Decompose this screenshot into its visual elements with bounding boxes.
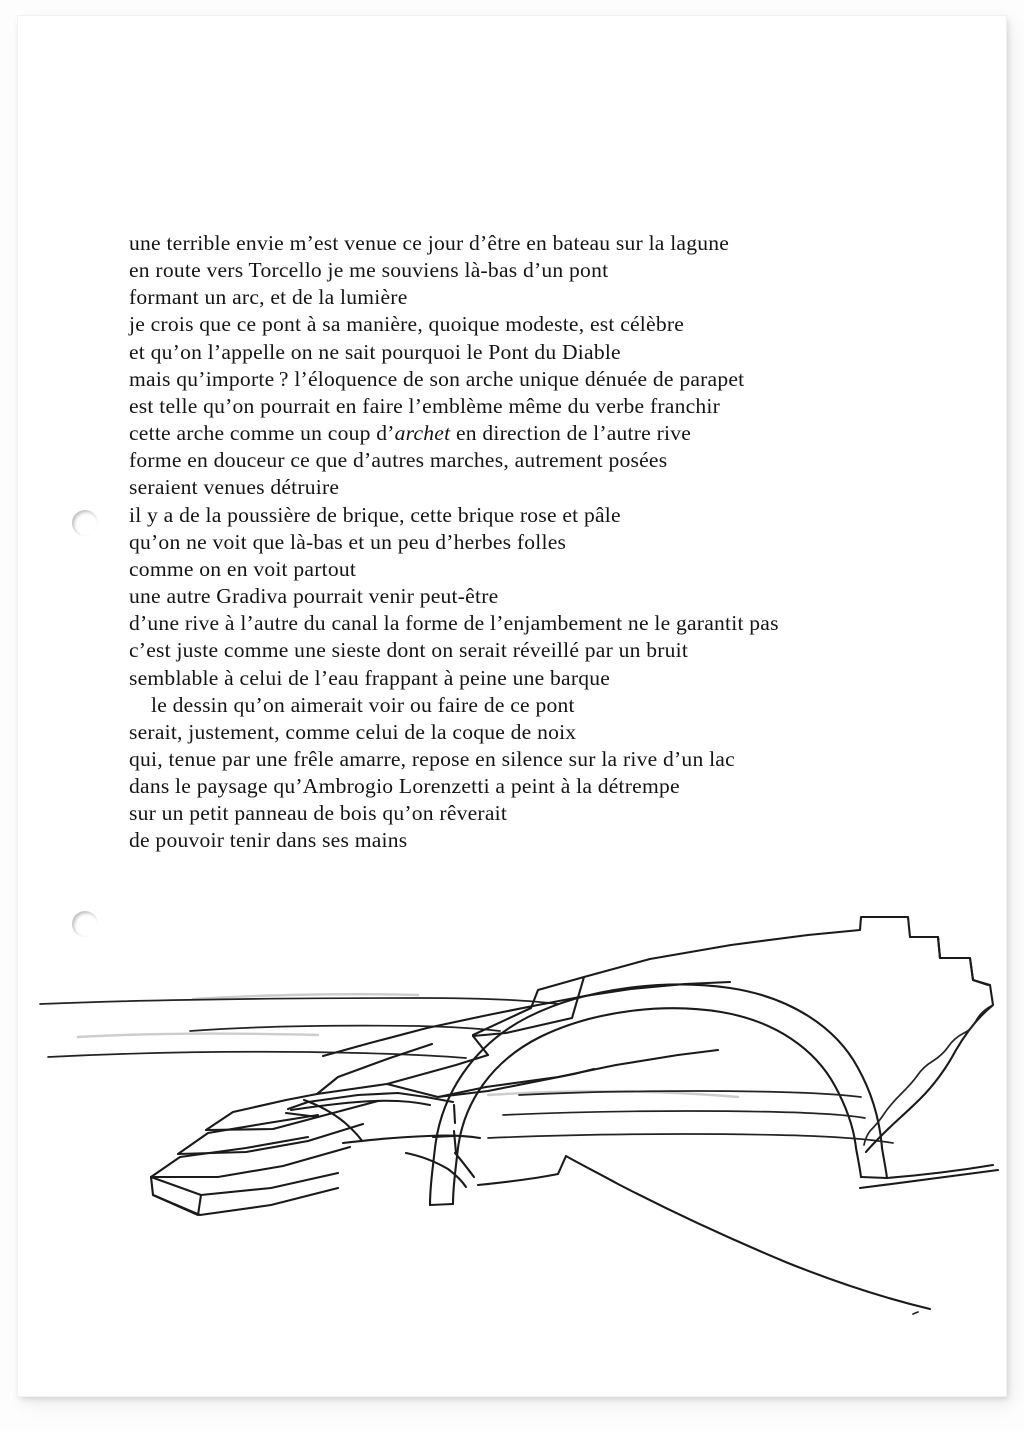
- poem-line: d’une rive à l’autre du canal la forme de l’enjambement ne le garantit pas: [129, 611, 779, 636]
- poem-line: je crois que ce pont à sa manière, quoique modeste, est célèbre: [129, 312, 685, 337]
- poem-line: seraient venues détruire: [129, 475, 340, 500]
- punch-hole-upper: [72, 510, 98, 536]
- poem-line: en route vers Torcello je me souviens là-bas d’un pont: [129, 258, 609, 283]
- arch-leg-right-inner: [856, 1148, 861, 1177]
- arch-leg-right-outer: [882, 1148, 887, 1178]
- poem-line: sur un petit panneau de bois qu’on rêverait: [129, 801, 508, 826]
- band-line-3: [488, 1134, 893, 1143]
- poem-line: une autre Gradiva pourrait venir peut-être: [129, 584, 499, 609]
- poem-line: cette arche comme un coup d’archet en direction de l’autre rive: [129, 421, 692, 446]
- poem-line: comme on en voit partout: [129, 556, 357, 581]
- stair-riser-top: [206, 1101, 378, 1130]
- pier-stroke-diag: [455, 1153, 474, 1177]
- pier-vertical-2: [454, 1131, 456, 1153]
- band-line-2: [503, 1111, 865, 1118]
- horizon-line-mid: [190, 1026, 500, 1031]
- poem-line: dans le paysage qu’Ambrogio Lorenzetti a peint à la détrempe: [129, 774, 680, 799]
- deck-edge-long: [486, 1050, 718, 1087]
- pier-tick-1: [433, 1136, 454, 1137]
- shoreline-main: [478, 1156, 930, 1309]
- arch-intrados: [458, 1008, 856, 1148]
- poem-line: il y a de la poussière de brique, cette brique rose et pâle: [129, 502, 621, 527]
- poem-line: mais qu’importe ? l’éloquence de son arche unique dénuée de parapet: [129, 366, 745, 391]
- arch-foot-right: [861, 1177, 887, 1178]
- stair-bottom-face: [153, 1188, 338, 1215]
- poem-line: de pouvoir tenir dans ses mains: [129, 828, 408, 853]
- stair-tread-3: [151, 1137, 308, 1177]
- poem-line: qui, tenue par une frêle amarre, repose en silence sur la rive d’un lac: [129, 746, 735, 771]
- bridge-drawing: [18, 905, 1006, 1325]
- poem-line: serait, justement, comme celui de la coque de noix: [129, 719, 577, 744]
- stair-bottom-left: [151, 1177, 201, 1215]
- poem-line: est telle qu’on pourrait en faire l’emblème même du verbe franchir: [129, 393, 721, 418]
- horizon-line-far: [40, 998, 558, 1004]
- poem-line: formant un arc, et de la lumière: [129, 285, 408, 310]
- arch-foot-left: [430, 1204, 453, 1205]
- poem-line: le dessin qu’on aimerait voir ou faire de ce pont: [151, 692, 575, 717]
- smudge-bank: [78, 1034, 318, 1037]
- waterline-right-lower: [860, 1170, 998, 1188]
- poem-line: qu’on ne voit que là-bas et un peu d’herbes folles: [129, 529, 567, 554]
- abutment-step-profile: [866, 937, 993, 1152]
- poem-line: une terrible envie m’est venue ce jour d’être en bateau sur la lagune: [129, 231, 730, 255]
- arch-leg-left-outer: [430, 1148, 435, 1205]
- poem-line: et qu’on l’appelle on ne sait pourquoi le Pont du Diable: [129, 339, 621, 364]
- deck-far-edge: [473, 917, 988, 1035]
- poem-line: semblable à celui de l’eau frappant à peine une barque: [129, 665, 611, 690]
- poem-line: c’est juste comme une sieste dont on serait réveillé par un bruit: [129, 638, 689, 663]
- poem-line: forme en douceur ce que d’autres marches, autrement posées: [129, 448, 668, 473]
- waterline-right: [887, 1165, 993, 1178]
- poem-text-block: [129, 230, 889, 855]
- shoreline-tip: [913, 1312, 918, 1314]
- poem-emphasis: archet: [394, 421, 451, 446]
- pier-vertical-1: [454, 1105, 455, 1123]
